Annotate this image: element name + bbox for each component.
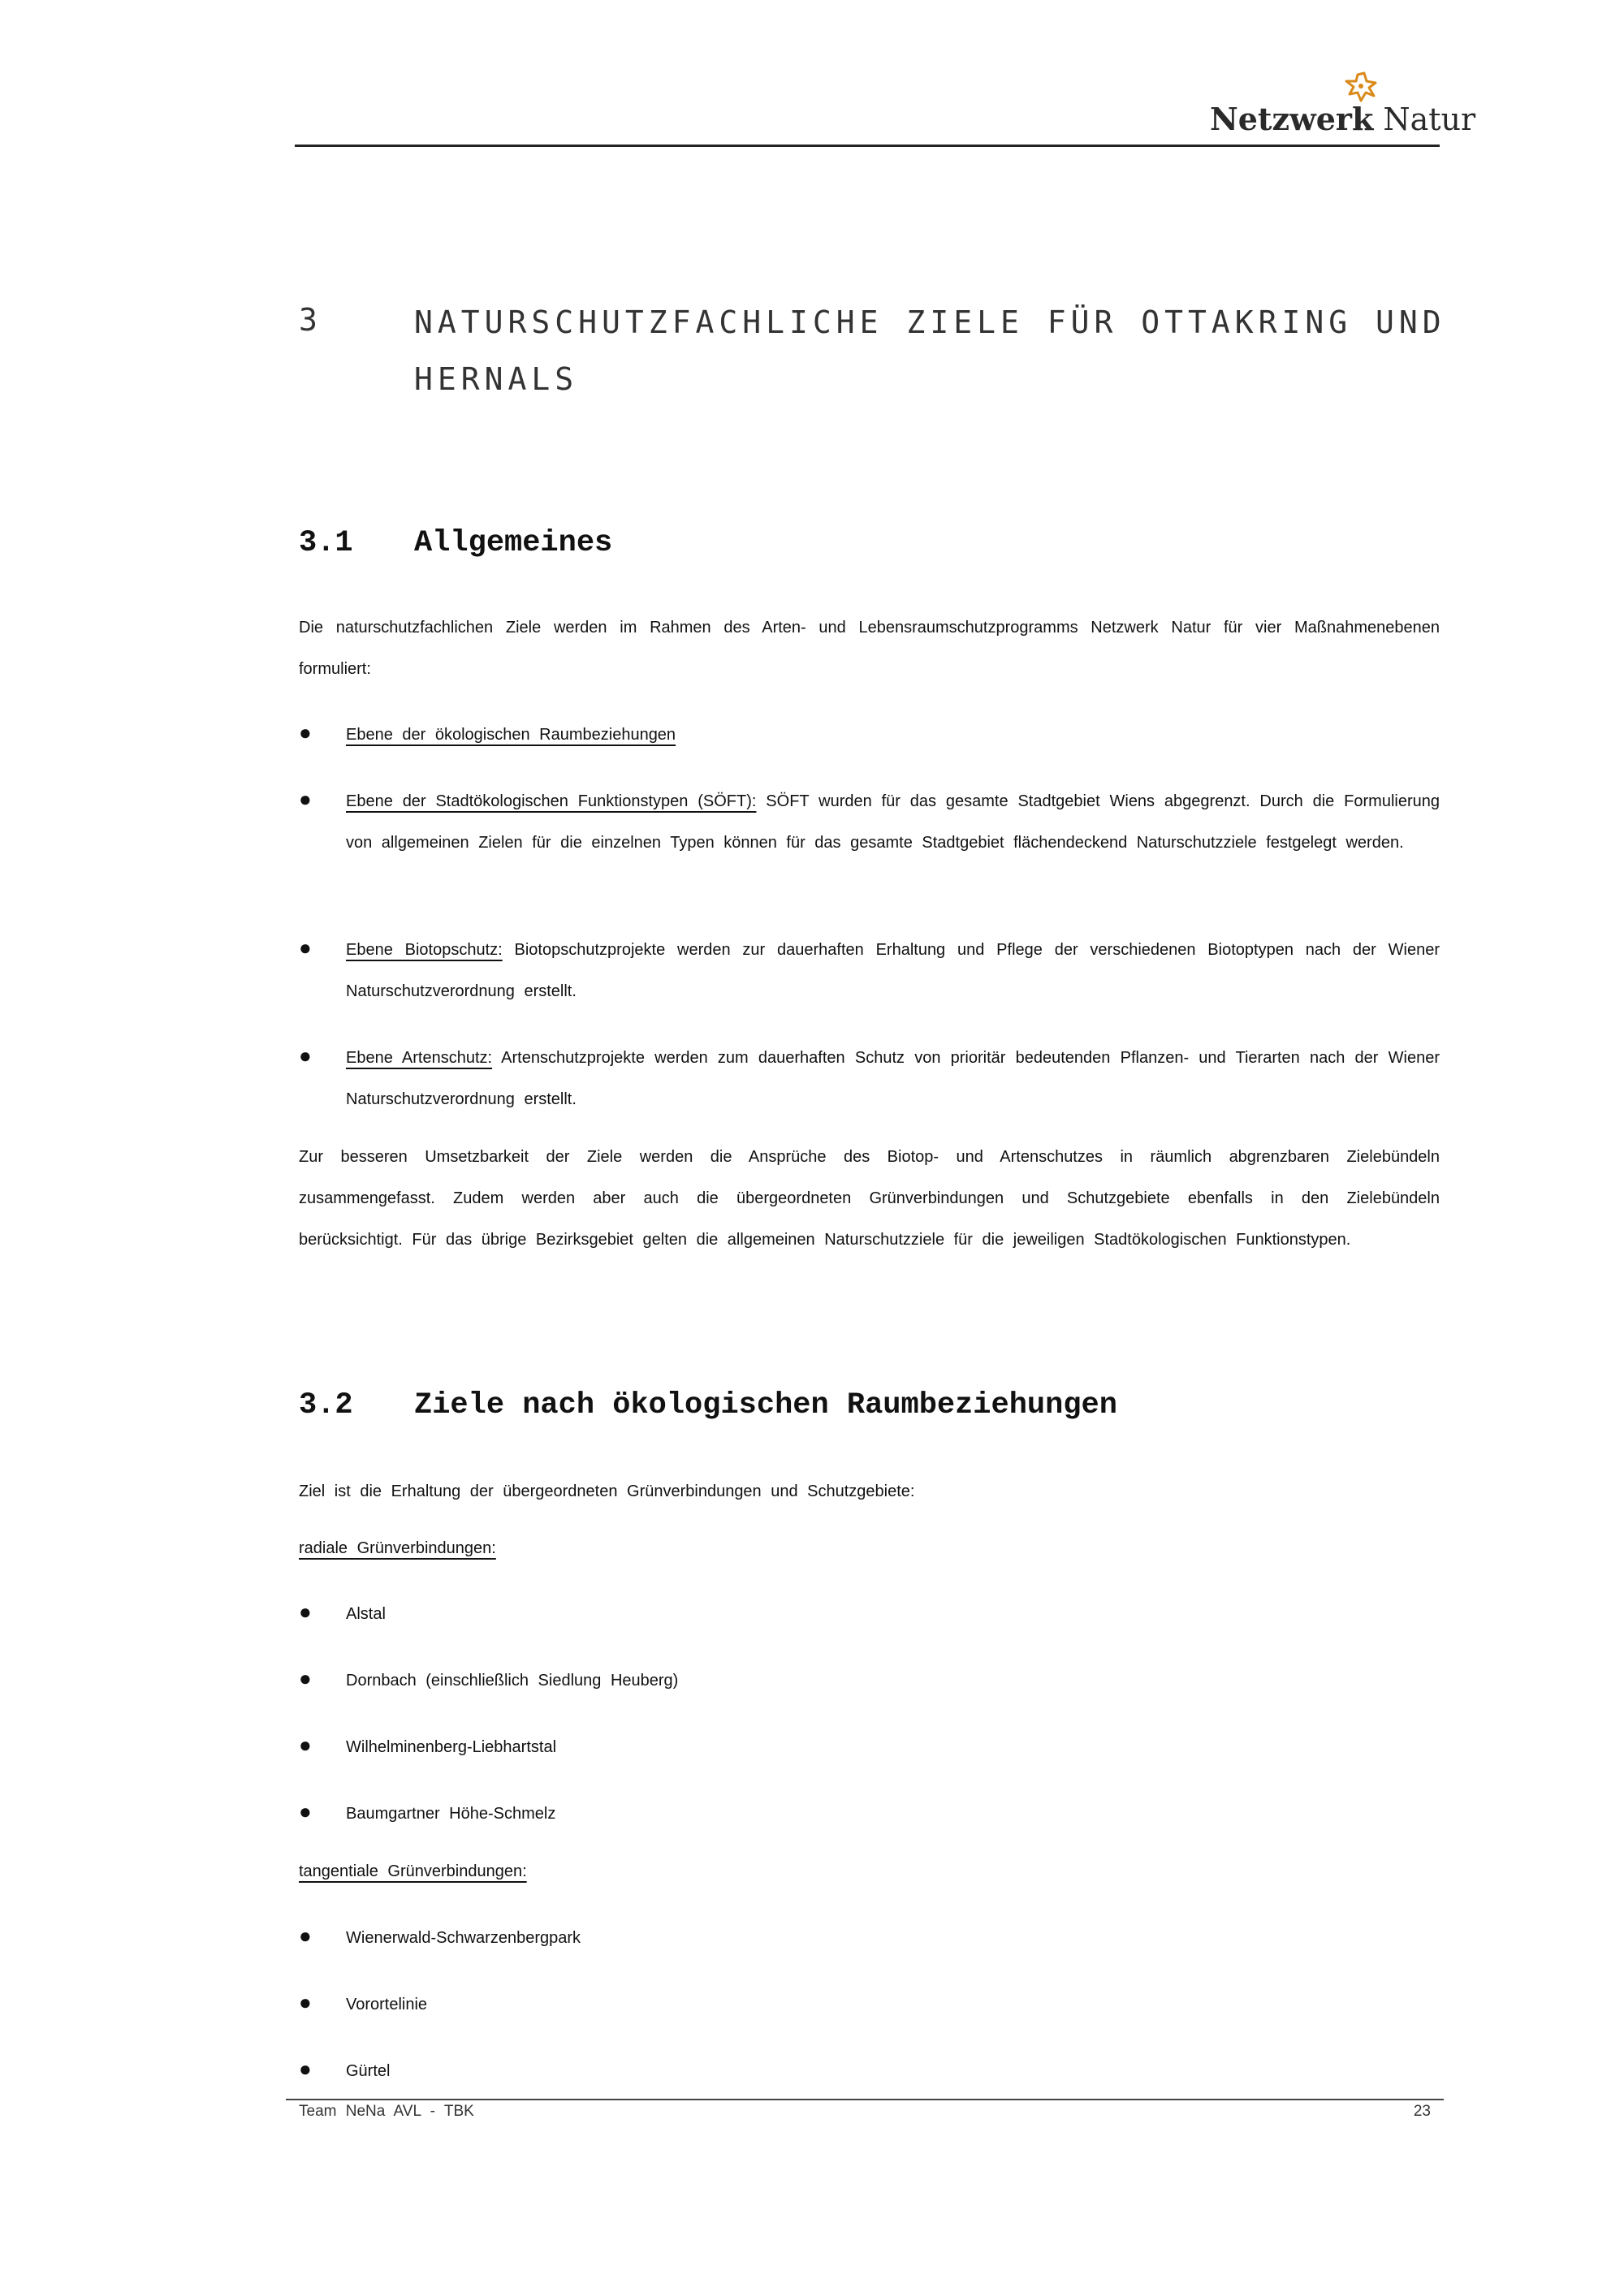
- bullet-icon: ●: [299, 935, 312, 960]
- header-divider: [295, 145, 1440, 147]
- section-number: 3.1: [299, 526, 353, 560]
- list-item: [299, 2051, 1440, 2092]
- bullet-icon: ●: [299, 1733, 312, 1757]
- bullet-icon: ●: [299, 2056, 312, 2081]
- section-title: Allgemeines: [414, 526, 613, 560]
- bullet-label: Ebene Artenschutz:: [346, 1049, 493, 1067]
- bullet-icon: ●: [299, 1666, 312, 1690]
- bullet-label: Ebene der Stadtökologischen Funktionstypen (SÖFT):: [346, 792, 757, 810]
- radial-list-label: radiale Grünverbindungen:: [299, 1539, 496, 1557]
- list-item-text: Vorortelinie: [346, 1996, 428, 2013]
- bullet-item: [299, 714, 1440, 756]
- list-item-text: Wienerwald-Schwarzenbergpark: [346, 1929, 581, 1947]
- logo-wordmark: [1210, 101, 1476, 137]
- bullet-item: [299, 781, 1440, 864]
- bullet-text: Artenschutzprojekte werden zum dauerhaften Schutz von prioritär bedeutenden Pflanzen- und Tierarten nach der Wiener Naturschutzverordnung erstellt.: [346, 1049, 1440, 1108]
- bullet-icon: ●: [299, 1043, 312, 1068]
- chapter-title: NATURSCHUTZFACHLICHE ZIELE FÜR OTTAKRING UND HERNALS: [414, 304, 1446, 397]
- section1-closing: Zur besseren Umsetzbarkeit der Ziele werden die Ansprüche des Biotop- und Artenschutzes in räumlich abgrenzbaren Zielebündeln zusammengefasst. Zudem werden aber auch die übergeordneten Grünverbindungen und Schutzgebiete ebenfalls in den Zielebündeln berücksichtigt. Für das übrige Bezirksgebiet gelten die allgemeinen Naturschutzziele für die jeweiligen Stadtökologischen Funktionstypen.: [299, 1148, 1440, 1249]
- bullet-icon: ●: [299, 787, 312, 811]
- list-item-text: Baumgartner Höhe-Schmelz: [346, 1805, 556, 1823]
- bullet-item: [299, 930, 1440, 1012]
- logo-word-bold: Netzwerk: [1210, 101, 1374, 137]
- list-item: [299, 1727, 1440, 1768]
- page-number: 23: [1413, 2103, 1431, 2120]
- bullet-item: [299, 1038, 1440, 1120]
- bullet-icon: ●: [299, 720, 312, 744]
- footer-divider: [286, 2099, 1444, 2100]
- section-heading-3-1: [299, 526, 612, 560]
- netzwerk-natur-logo: [1210, 71, 1476, 141]
- list-item: [299, 1984, 1440, 2026]
- section1-intro: Die naturschutzfachlichen Ziele werden im Rahmen des Arten- und Lebensraumschutzprogramms Netzwerk Natur für vier Maßnahmenebenen formuliert:: [299, 619, 1440, 678]
- bullet-icon: ●: [299, 1923, 312, 1948]
- bullet-icon: ●: [299, 1799, 312, 1823]
- footer-team-label: Team NeNa AVL - TBK: [299, 2103, 474, 2120]
- tangential-list-label: tangentiale Grünverbindungen:: [299, 1862, 527, 1880]
- bullet-label: Ebene Biotopschutz:: [346, 941, 503, 959]
- logo-word-regular: Natur: [1383, 101, 1476, 137]
- bullet-icon: ●: [299, 1990, 312, 2014]
- section-number: 3.2: [299, 1388, 353, 1422]
- list-item-text: Wilhelminenberg-Liebhartstal: [346, 1738, 557, 1756]
- chapter-number: 3: [299, 302, 319, 338]
- list-item-text: Gürtel: [346, 2062, 391, 2080]
- section-heading-3-2: [299, 1388, 1117, 1422]
- bullet-label: Ebene der ökologischen Raumbeziehungen: [346, 726, 676, 744]
- list-item: [299, 1793, 1440, 1835]
- list-item: [299, 1594, 1440, 1635]
- section-title: Ziele nach ökologischen Raumbeziehungen: [414, 1388, 1117, 1422]
- section2-intro: Ziel ist die Erhaltung der übergeordneten Grünverbindungen und Schutzgebiete:: [299, 1482, 915, 1500]
- bullet-text: Biotopschutzprojekte werden zur dauerhaften Erhaltung und Pflege der verschiedenen Biotoptypen nach der Wiener Naturschutzverordnung erstellt.: [346, 941, 1440, 1000]
- bullet-icon: ●: [299, 1599, 312, 1624]
- list-item: [299, 1660, 1440, 1702]
- list-item-text: Dornbach (einschließlich Siedlung Heuberg): [346, 1672, 679, 1690]
- bullet-text: SÖFT wurden für das gesamte Stadtgebiet Wiens abgegrenzt. Durch die Formulierung von allgemeinen Zielen für die einzelnen Typen können für das gesamte Stadtgebiet flächendeckend Naturschutzziele festgelegt werden.: [346, 792, 1440, 852]
- list-item: [299, 1918, 1440, 1959]
- list-item-text: Alstal: [346, 1605, 386, 1623]
